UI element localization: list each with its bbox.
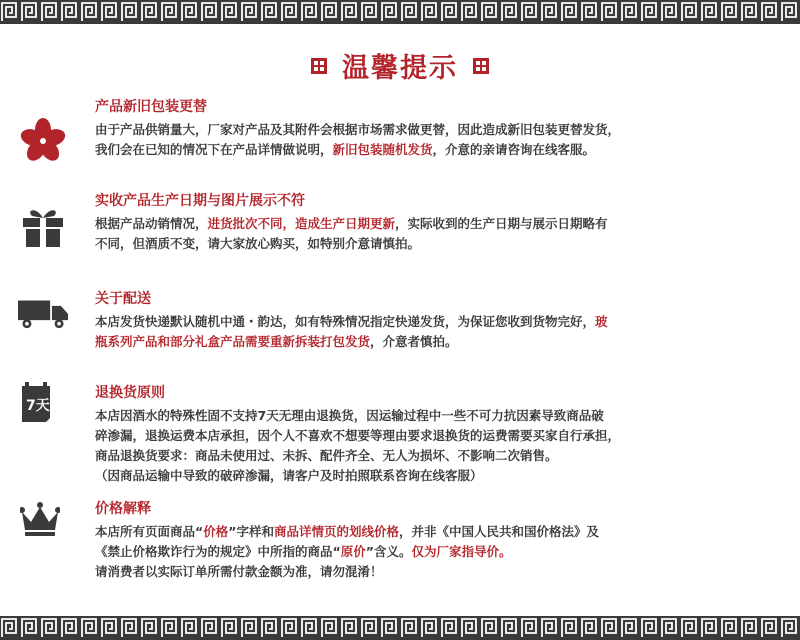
body-text: 本店因酒水的特殊性固不支持7天无理由退换货，因运输过程中一些不可力抗因素导致商品破 — [95, 408, 604, 423]
body-text: ”含义。 — [365, 544, 412, 559]
fret-pattern — [0, 0, 800, 24]
body-line — [95, 312, 745, 332]
flower-icon — [18, 116, 68, 166]
seven-day-calendar-icon — [20, 382, 54, 422]
highlighted-text: 仅为厂家指导价。 — [411, 544, 512, 559]
body-text: 不同，但酒质不变，请大家放心购买，如特别介意请慎拍。 — [95, 236, 421, 251]
section-heading: 价格解释 — [95, 501, 151, 517]
section-heading: 实收产品生产日期与图片展示不符 — [95, 193, 305, 209]
section-heading: 关于配送 — [95, 291, 151, 307]
page-title: 温馨提示 — [342, 53, 458, 84]
body-text: 根据产品动销情况， — [95, 216, 208, 231]
body-line — [95, 522, 745, 542]
body-line — [95, 214, 745, 234]
body-line — [95, 332, 745, 352]
body-line — [95, 446, 745, 466]
title-row — [0, 46, 800, 85]
body-text: 商品退换货要求：商品未使用过、未拆、配件齐全、无人为损坏、不影响二次销售。 — [95, 448, 558, 463]
body-line — [95, 140, 745, 160]
body-text: （因商品运输中导致的破碎渗漏，请客户及时拍照联系咨询在线客服） — [95, 468, 483, 483]
section-body — [95, 522, 745, 582]
top-decorative-border — [0, 0, 800, 24]
bottom-decorative-border — [0, 616, 800, 640]
title-ornament-right-icon — [473, 58, 489, 74]
body-text: 碎渗漏，退换运费本店承担，因个人不喜欢不想要等理由要求退换货的运费需要买家自行承担， — [95, 428, 621, 443]
highlighted-text: 进货批次不同，造成生产日期更新 — [207, 216, 396, 231]
truck-icon — [18, 288, 68, 338]
body-text: ，实际收到的生产日期与展示日期略有 — [395, 216, 608, 231]
body-line — [95, 466, 745, 486]
section-body — [95, 214, 745, 254]
body-line — [95, 542, 745, 562]
body-line — [95, 426, 745, 446]
section-body — [95, 120, 745, 160]
body-text: 请消费者以实际订单所需付款金额为准，请勿混淆！ — [95, 564, 383, 579]
body-text: ”字样和 — [228, 524, 274, 539]
highlighted-text: 价格 — [203, 524, 229, 539]
highlighted-text: 原价 — [340, 544, 366, 559]
section-heading: 产品新旧包装更替 — [95, 99, 207, 115]
section-body — [95, 406, 745, 486]
body-line — [95, 120, 745, 140]
body-text: 由于产品供销量大，厂家对产品及其附件会根据市场需求做更替，因此造成新旧包装更替发货， — [95, 122, 621, 137]
fret-pattern — [0, 616, 800, 640]
body-text: ，介意的亲请咨询在线客服。 — [432, 142, 596, 157]
highlighted-text: 商品详情页的划线价格 — [273, 524, 399, 539]
body-text: 《禁止价格欺诈行为的规定》中所指的商品“ — [95, 544, 341, 559]
body-text: ，并非《中国人民共和国价格法》及 — [398, 524, 599, 539]
section-heading: 退换货原则 — [95, 385, 165, 401]
section-body — [95, 312, 745, 352]
body-line — [95, 562, 745, 582]
gift-icon — [18, 202, 68, 252]
calendar-label: 7天 — [26, 398, 50, 414]
highlighted-text: 瓶系列产品和部分礼盒产品需要重新拆装打包发货 — [95, 334, 371, 349]
body-text: 本店发货快递默认随机中通・韵达，如有特殊情况指定快递发货，为保证您收到货物完好， — [95, 314, 596, 329]
crown-icon — [20, 502, 60, 536]
body-text: 本店所有页面商品“ — [95, 524, 204, 539]
body-line — [95, 234, 745, 254]
body-text: ，介意者慎拍。 — [370, 334, 458, 349]
highlighted-text: 新旧包装随机发货 — [332, 142, 433, 157]
body-line — [95, 406, 745, 426]
body-text: 我们会在已知的情况下在产品详情做说明， — [95, 142, 333, 157]
title-ornament-left-icon — [311, 58, 327, 74]
highlighted-text: 玻 — [595, 314, 608, 329]
